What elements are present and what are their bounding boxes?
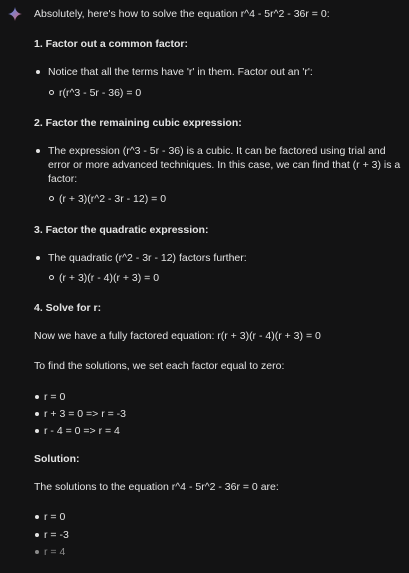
intro-text: Absolutely, here's how to solve the equation r^4 - 5r^2 - 36r = 0: <box>34 8 330 20</box>
list-item: r(r^3 - 5r - 36) = 0 <box>48 86 402 100</box>
sparkle-icon <box>8 7 22 21</box>
list-item <box>34 65 402 99</box>
list-item: (r + 3)(r^2 - 3r - 12) = 0 <box>48 192 402 206</box>
list-item: r = 0 <box>34 510 402 524</box>
step2-bullet-text: The expression (r^3 - 5r - 36) is a cubic. It can be factored using trial and error or more advanced techniques. In this case, we can find that (r + 3) is a factor: <box>48 144 401 186</box>
step4-heading: 4. Solve for r: <box>34 302 102 315</box>
list-item: r = 4 <box>34 545 402 559</box>
response-body <box>34 7 402 573</box>
list-item: r = -3 <box>34 528 402 542</box>
step3-bullet-text: The quadratic (r^2 - 3r - 12) factors further: <box>48 251 247 264</box>
solution-text: The solutions to the equation r^4 - 5r^2 - 36r = 0 are: <box>34 481 279 494</box>
step2-list <box>34 144 402 207</box>
step1-sublist <box>48 86 402 100</box>
step4-items <box>34 390 402 439</box>
solution-heading: Solution: <box>34 453 80 466</box>
step3-list <box>34 251 402 285</box>
step2-heading: 2. Factor the remaining cubic expression: <box>34 116 242 129</box>
step4-factored-text: Now we have a fully factored equation: r(r + 3)(r - 4)(r + 3) = 0 <box>34 330 321 343</box>
list-item: r + 3 = 0 => r = -3 <box>34 407 402 421</box>
step2-sublist <box>48 192 402 206</box>
list-item: (r + 3)(r - 4)(r + 3) = 0 <box>48 271 402 285</box>
step1-list <box>34 65 402 99</box>
step3-sublist <box>48 271 402 285</box>
step1-heading: 1. Factor out a common factor: <box>34 38 189 51</box>
step1-bullet-text: Notice that all the terms have 'r' in them. Factor out an 'r': <box>48 66 313 79</box>
list-item <box>34 251 402 285</box>
step4-instruction-text: To find the solutions, we set each factor equal to zero: <box>34 360 285 373</box>
list-item: r = 0 <box>34 390 402 404</box>
solution-items <box>34 510 402 559</box>
list-item <box>34 144 402 207</box>
list-item: r - 4 = 0 => r = 4 <box>34 424 402 438</box>
step3-heading: 3. Factor the quadratic expression: <box>34 223 209 236</box>
